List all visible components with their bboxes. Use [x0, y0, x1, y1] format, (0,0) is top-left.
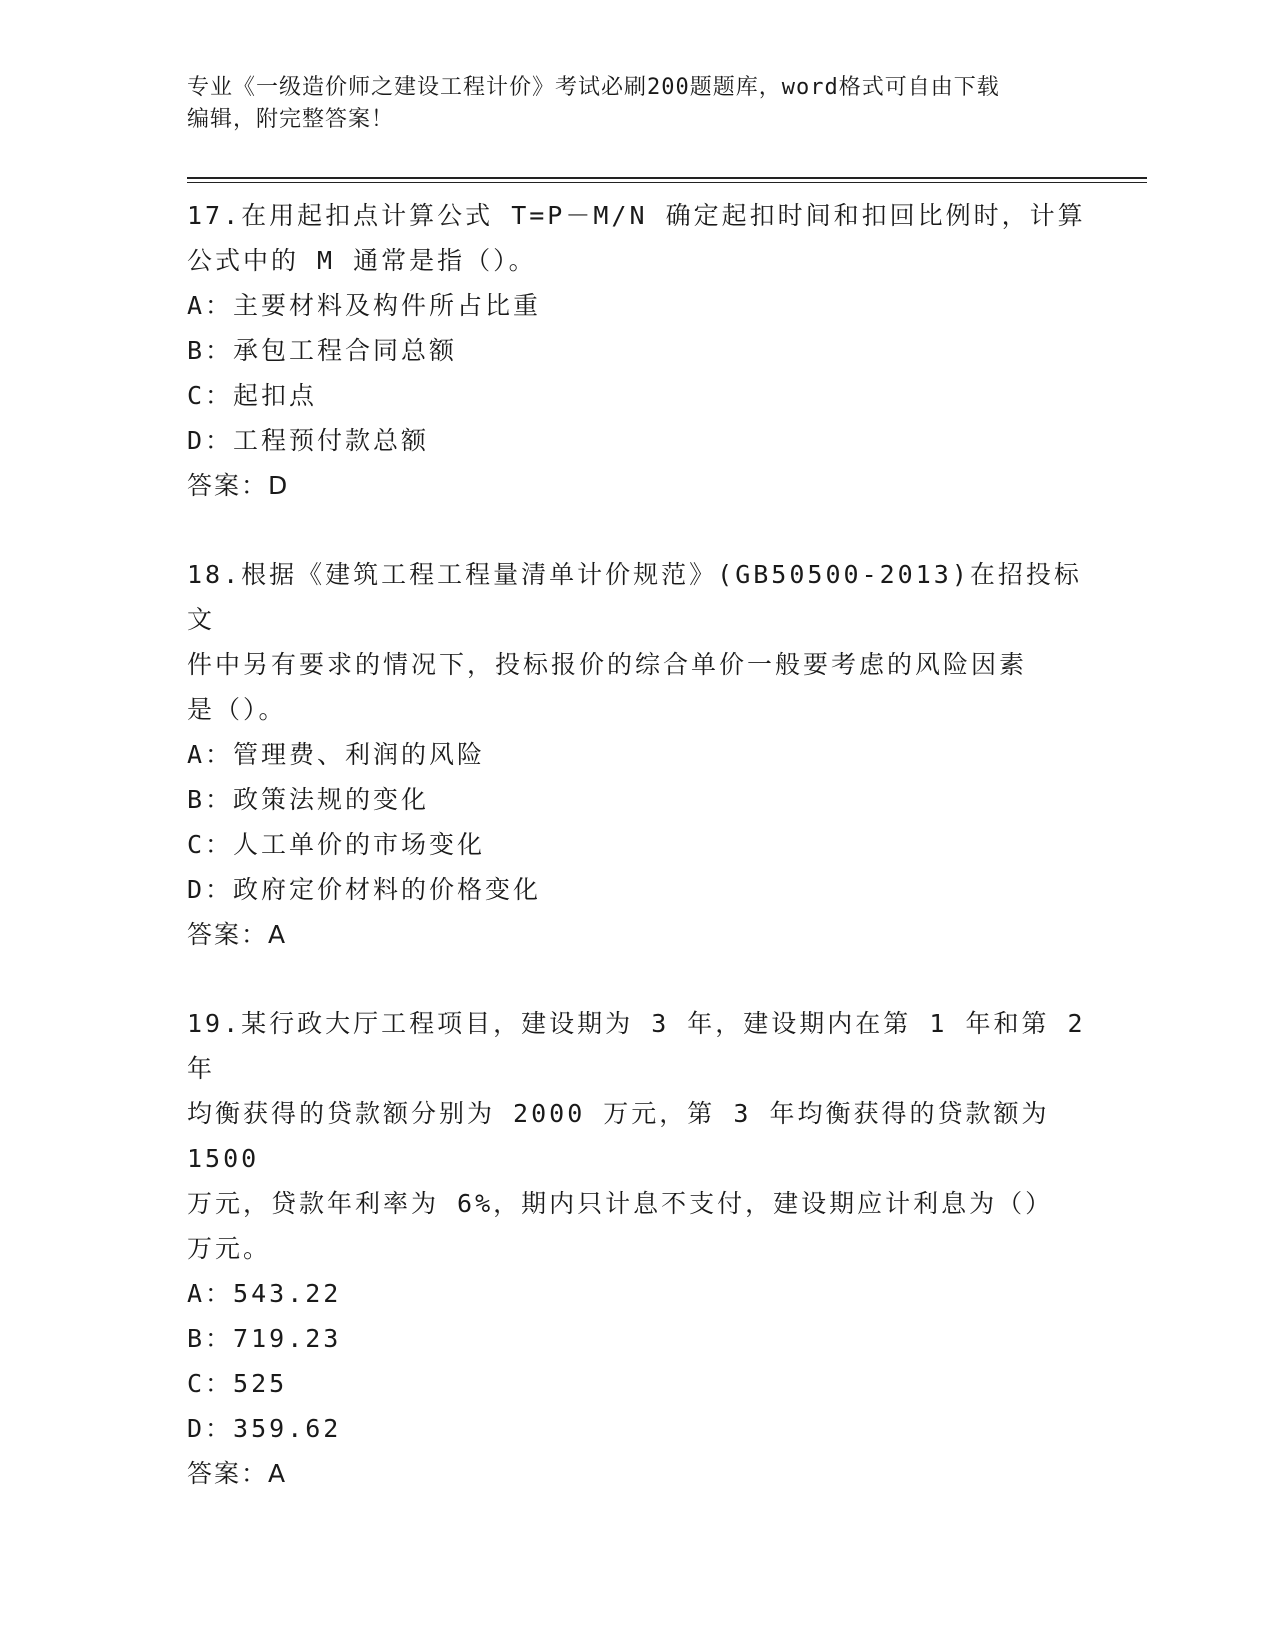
question-19 — [187, 1001, 1087, 1496]
question-stem-line: 公式中的 M 通常是指（）。 — [187, 246, 537, 275]
question-stem-line: 18.根据《建筑工程工程量清单计价规范》(GB50500-2013)在招投标文 — [187, 560, 1082, 634]
question-stem-line: 均衡获得的贷款额分别为 2000 万元，第 3 年均衡获得的贷款额为 1500 — [187, 1099, 1050, 1173]
question-17 — [187, 193, 1087, 508]
question-stem-line: 件中另有要求的情况下，投标报价的综合单价一般要考虑的风险因素 — [187, 650, 1028, 679]
answer-line: 答案：A — [187, 1459, 288, 1488]
header-divider — [187, 177, 1147, 183]
question-stem-line: 是（）。 — [187, 695, 287, 724]
option-a: A：管理费、利润的风险 — [187, 740, 486, 769]
header-line-1: 专业《一级造价师之建设工程计价》考试必刷200题题库，word格式可自由下载 — [187, 75, 1000, 100]
header-line-2: 编辑，附完整答案！ — [187, 107, 395, 132]
option-d: D：政府定价材料的价格变化 — [187, 875, 542, 904]
question-stem-line: 19.某行政大厅工程项目，建设期为 3 年，建设期内在第 1 年和第 2 年 — [187, 1009, 1086, 1083]
option-d: D：工程预付款总额 — [187, 426, 430, 455]
option-b: B：719.23 — [187, 1324, 342, 1353]
option-c: C：起扣点 — [187, 381, 318, 410]
option-c: C：人工单价的市场变化 — [187, 830, 486, 859]
option-a: A：543.22 — [187, 1279, 342, 1308]
answer-line: 答案：A — [187, 920, 288, 949]
option-b: B：承包工程合同总额 — [187, 336, 458, 365]
option-d: D：359.62 — [187, 1414, 342, 1443]
answer-line: 答案：D — [187, 471, 290, 500]
document-header — [187, 72, 1087, 136]
question-18 — [187, 552, 1087, 957]
option-c: C：525 — [187, 1369, 288, 1398]
question-stem-line: 17.在用起扣点计算公式 T=P－M/N 确定起扣时间和扣回比例时，计算 — [187, 201, 1086, 230]
option-a: A：主要材料及构件所占比重 — [187, 291, 542, 320]
question-stem-line: 万元。 — [187, 1234, 272, 1263]
option-b: B：政策法规的变化 — [187, 785, 430, 814]
question-stem-line: 万元，贷款年利率为 6%，期内只计息不支付，建设期应计利息为（） — [187, 1189, 1054, 1218]
question-list — [187, 193, 1087, 1540]
